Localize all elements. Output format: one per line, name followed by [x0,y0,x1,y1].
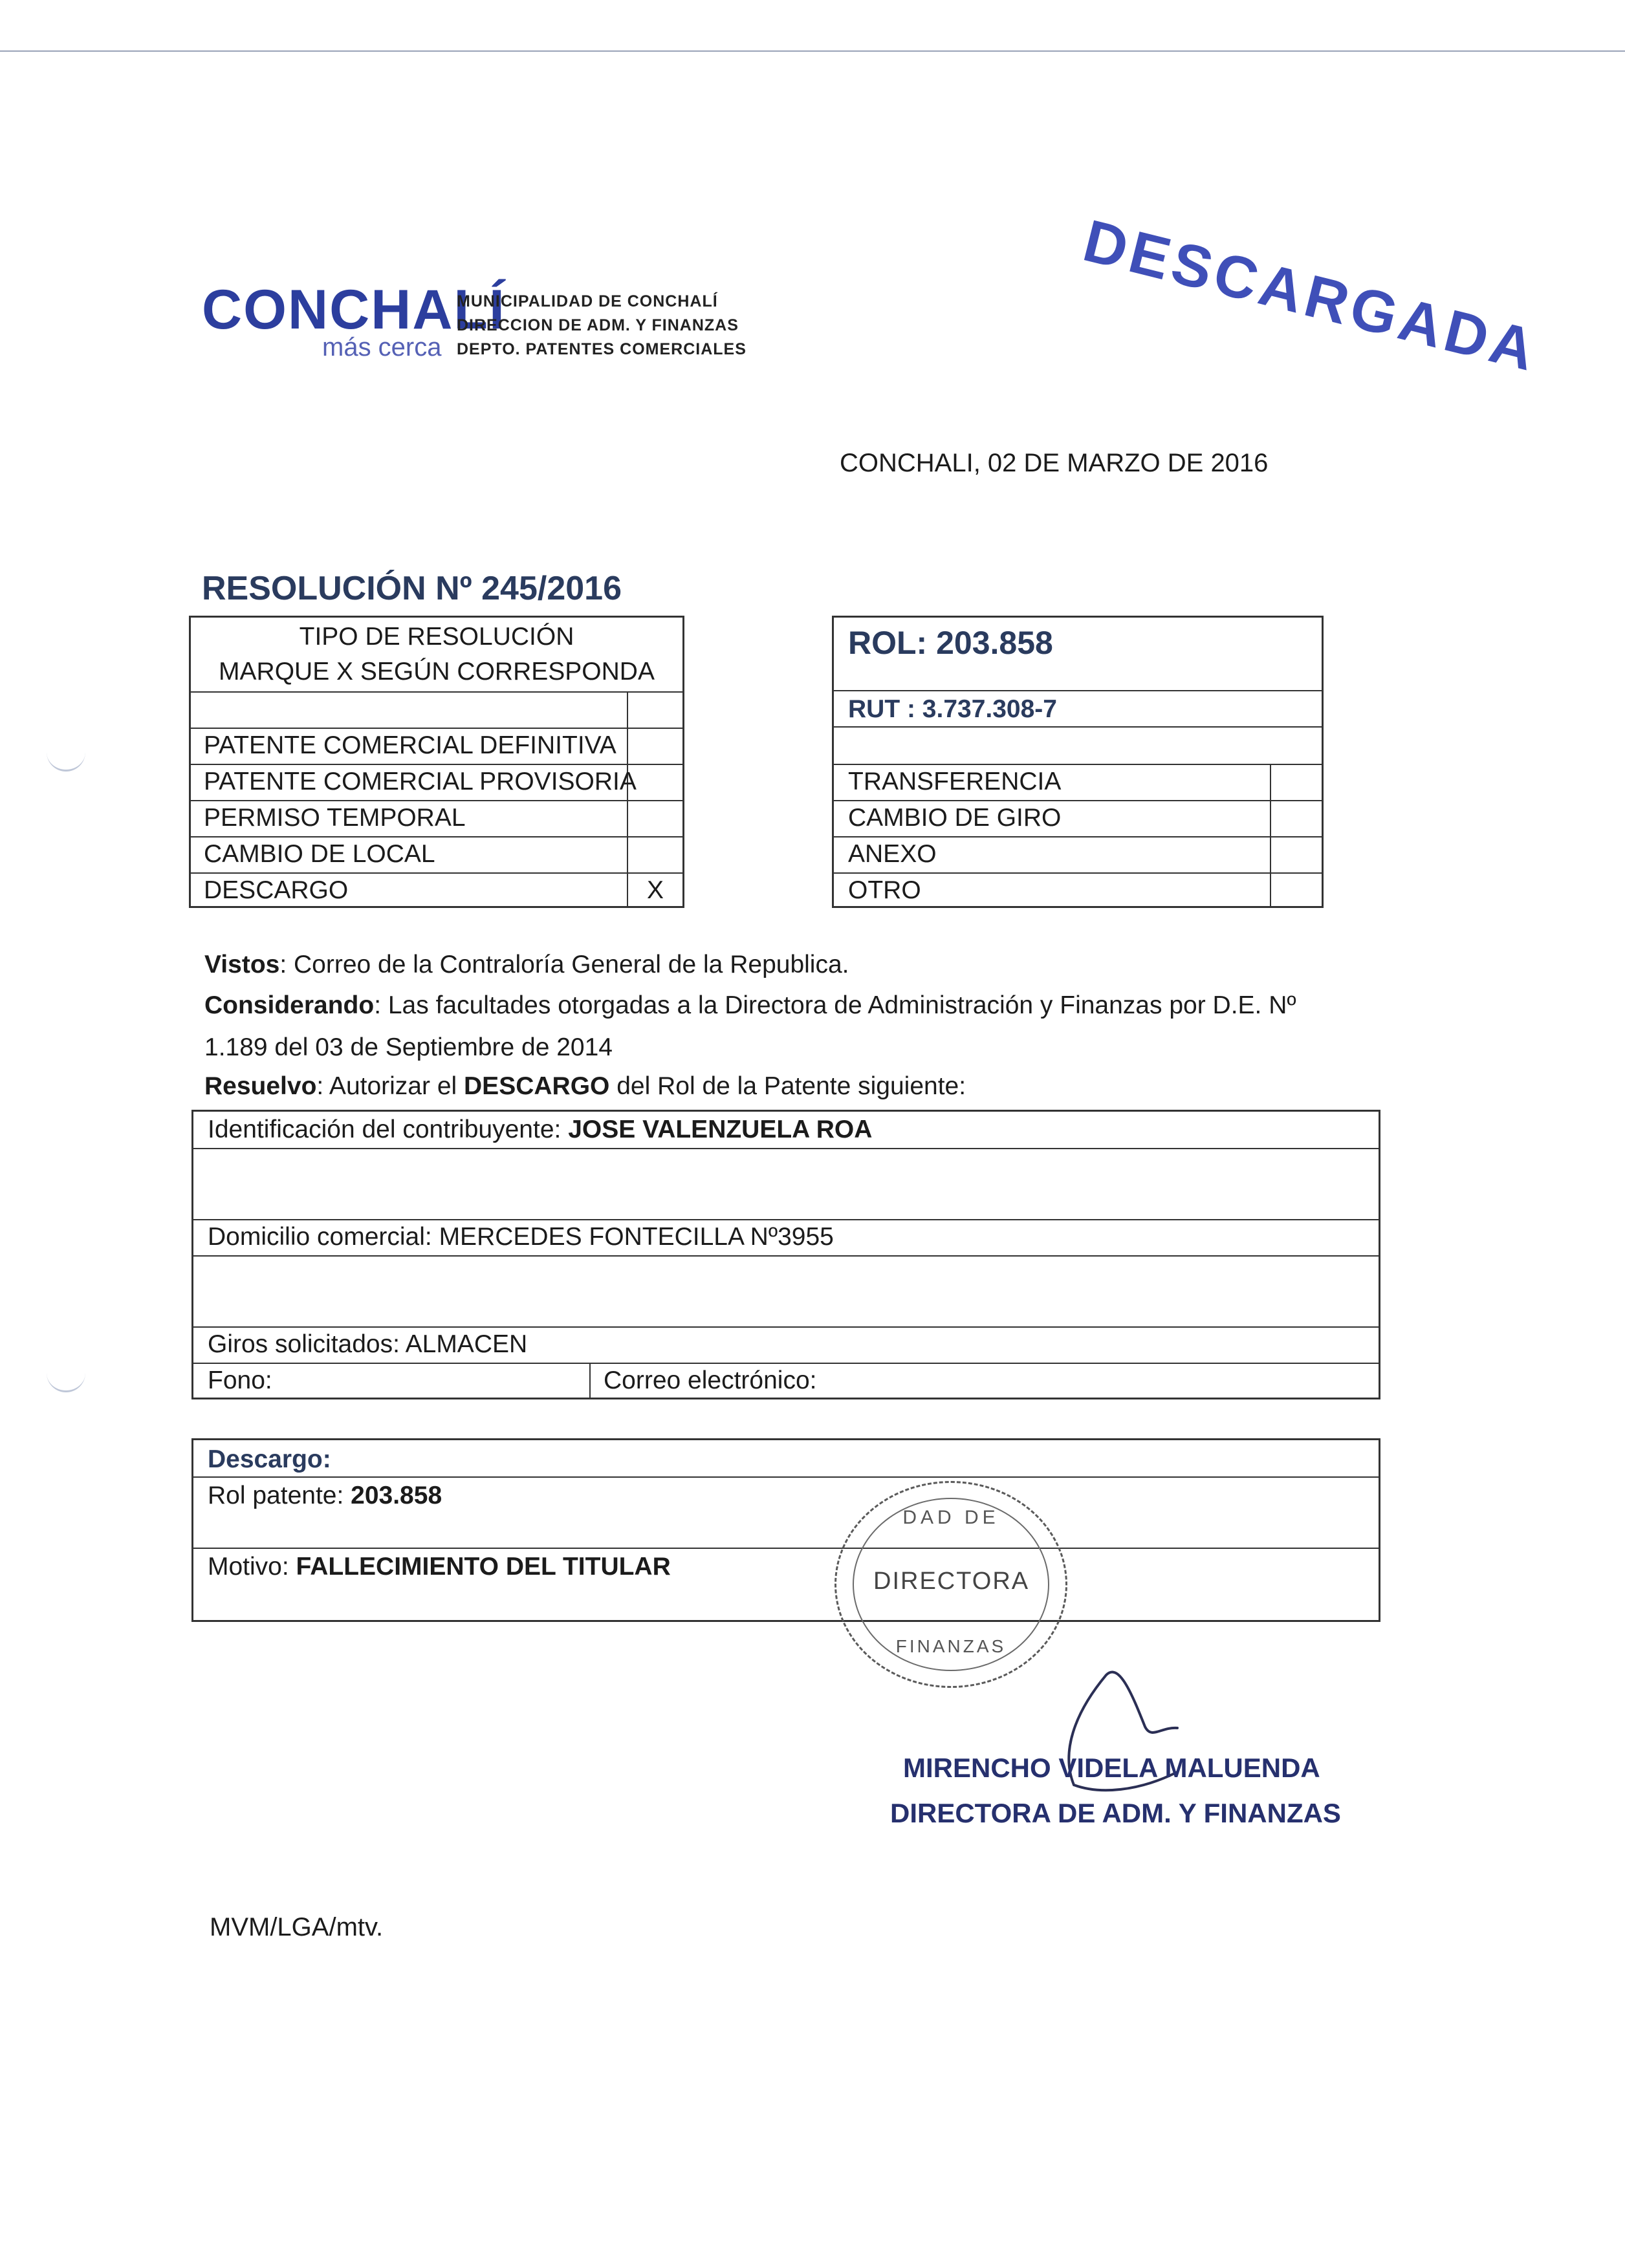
rol-patente-value: 203.858 [351,1482,442,1509]
divider [191,800,682,801]
divider [834,690,1322,691]
divider [627,691,628,906]
divider [191,728,682,729]
rut-number: RUT : 3.737.308-7 [848,695,1057,723]
vistos-paragraph [204,951,849,979]
seal-bottom-text: FINANZAS [895,1636,1007,1656]
tipo-header-line2: MARQUE X SEGÚN CORRESPONDA [219,658,655,686]
logo-tagline: más cerca [322,333,442,362]
tipo-row-label: DESCARGO [204,876,349,904]
tipo-row-checkbox[interactable]: X [646,876,664,904]
divider [589,1363,591,1398]
rol-row-label: TRANSFERENCIA [848,768,1062,795]
divider [191,691,682,693]
motivo-value: FALLECIMIENTO DEL TITULAR [296,1553,671,1581]
vistos-text: : Correo de la Contraloría General de la Republica. [279,951,849,978]
office-line-2: DIRECCION DE ADM. Y FINANZAS [457,316,739,334]
resuelvo-post: del Rol de la Patente siguiente: [609,1072,966,1100]
rol-row-label: OTRO [848,876,921,904]
divider [193,1476,1379,1478]
divider [191,764,682,765]
contribuyente-id-label: Identificación del contribuyente: [208,1116,569,1143]
tipo-header-line1: TIPO DE RESOLUCIÓN [299,623,574,651]
seal-top-text: DAD DE [902,1507,999,1528]
document-initials: MVM/LGA/mtv. [210,1913,384,1941]
divider [191,836,682,837]
seal-center-text: DIRECTORA [873,1568,1030,1595]
scan-top-line [0,50,1625,52]
rol-row-label: CAMBIO DE GIRO [848,804,1062,832]
punch-hole-mark [47,744,85,772]
punch-hole-mark [47,1365,85,1392]
divider [193,1219,1379,1220]
motivo-label: Motivo: [208,1553,296,1581]
resuelvo-label: Resuelvo [204,1072,317,1100]
divider [193,1326,1379,1328]
descargo-title: Descargo: [208,1445,331,1473]
signatory-title: DIRECTORA DE ADM. Y FINANZAS [890,1798,1341,1828]
office-line-1: MUNICIPALIDAD DE CONCHALÍ [457,292,718,310]
giros-solicitados: Giros solicitados: ALMACEN [208,1330,528,1358]
resolution-title: RESOLUCIÓN Nº 245/2016 [202,570,622,607]
divider [193,1548,1379,1549]
rol-number: ROL: 203.858 [848,625,1053,661]
motivo [208,1553,671,1581]
fono-field: Fono: [208,1366,272,1394]
document-date: CONCHALI, 02 DE MARZO DE 2016 [840,449,1269,477]
resuelvo-bold: DESCARGO [464,1072,610,1100]
divider [193,1363,1379,1364]
rol-row-label: ANEXO [848,840,937,868]
considerando-text: : Las facultades otorgadas a la Directora de Administración y Finanzas por D.E. Nº [374,991,1296,1019]
considerando-label: Considerando [204,991,375,1019]
conchali-logo: CONCHALÍ [202,279,506,341]
descargada-stamp: DESCARGADA [1077,207,1545,384]
signatory-name: MIRENCHO VIDELA MALUENDA [903,1753,1320,1783]
contribuyente-id [208,1116,872,1144]
tipo-row-label: PATENTE COMERCIAL DEFINITIVA [204,731,616,759]
divider [834,800,1322,801]
tipo-resolucion-table [189,616,684,908]
considerando-paragraph [204,991,1296,1020]
municipal-seal [834,1481,1067,1688]
divider [1270,764,1271,906]
divider [193,1148,1379,1149]
considerando-line2: 1.189 del 03 de Septiembre de 2014 [204,1033,613,1061]
rol-patente-label: Rol patente: [208,1482,351,1509]
divider [191,872,682,874]
tipo-row-label: PERMISO TEMPORAL [204,804,466,832]
divider [834,836,1322,837]
divider [193,1255,1379,1257]
tipo-row-label: PATENTE COMERCIAL PROVISORIA [204,768,637,795]
domicilio-comercial: Domicilio comercial: MERCEDES FONTECILLA Nº3955 [208,1223,834,1251]
contribuyente-id-value: JOSE VALENZUELA ROA [568,1116,873,1143]
correo-field: Correo electrónico: [604,1366,817,1394]
contribuyente-table [191,1110,1380,1399]
tipo-row-label: CAMBIO DE LOCAL [204,840,435,868]
resuelvo-pre: : Autorizar el [316,1072,464,1100]
divider [834,726,1322,728]
divider [834,872,1322,874]
descargo-table [191,1438,1380,1622]
vistos-label: Vistos [204,951,280,978]
rol-table [832,616,1324,908]
rol-patente [208,1482,442,1510]
office-line-3: DEPTO. PATENTES COMERCIALES [457,340,747,358]
divider [834,764,1322,765]
resuelvo-paragraph [204,1072,966,1101]
